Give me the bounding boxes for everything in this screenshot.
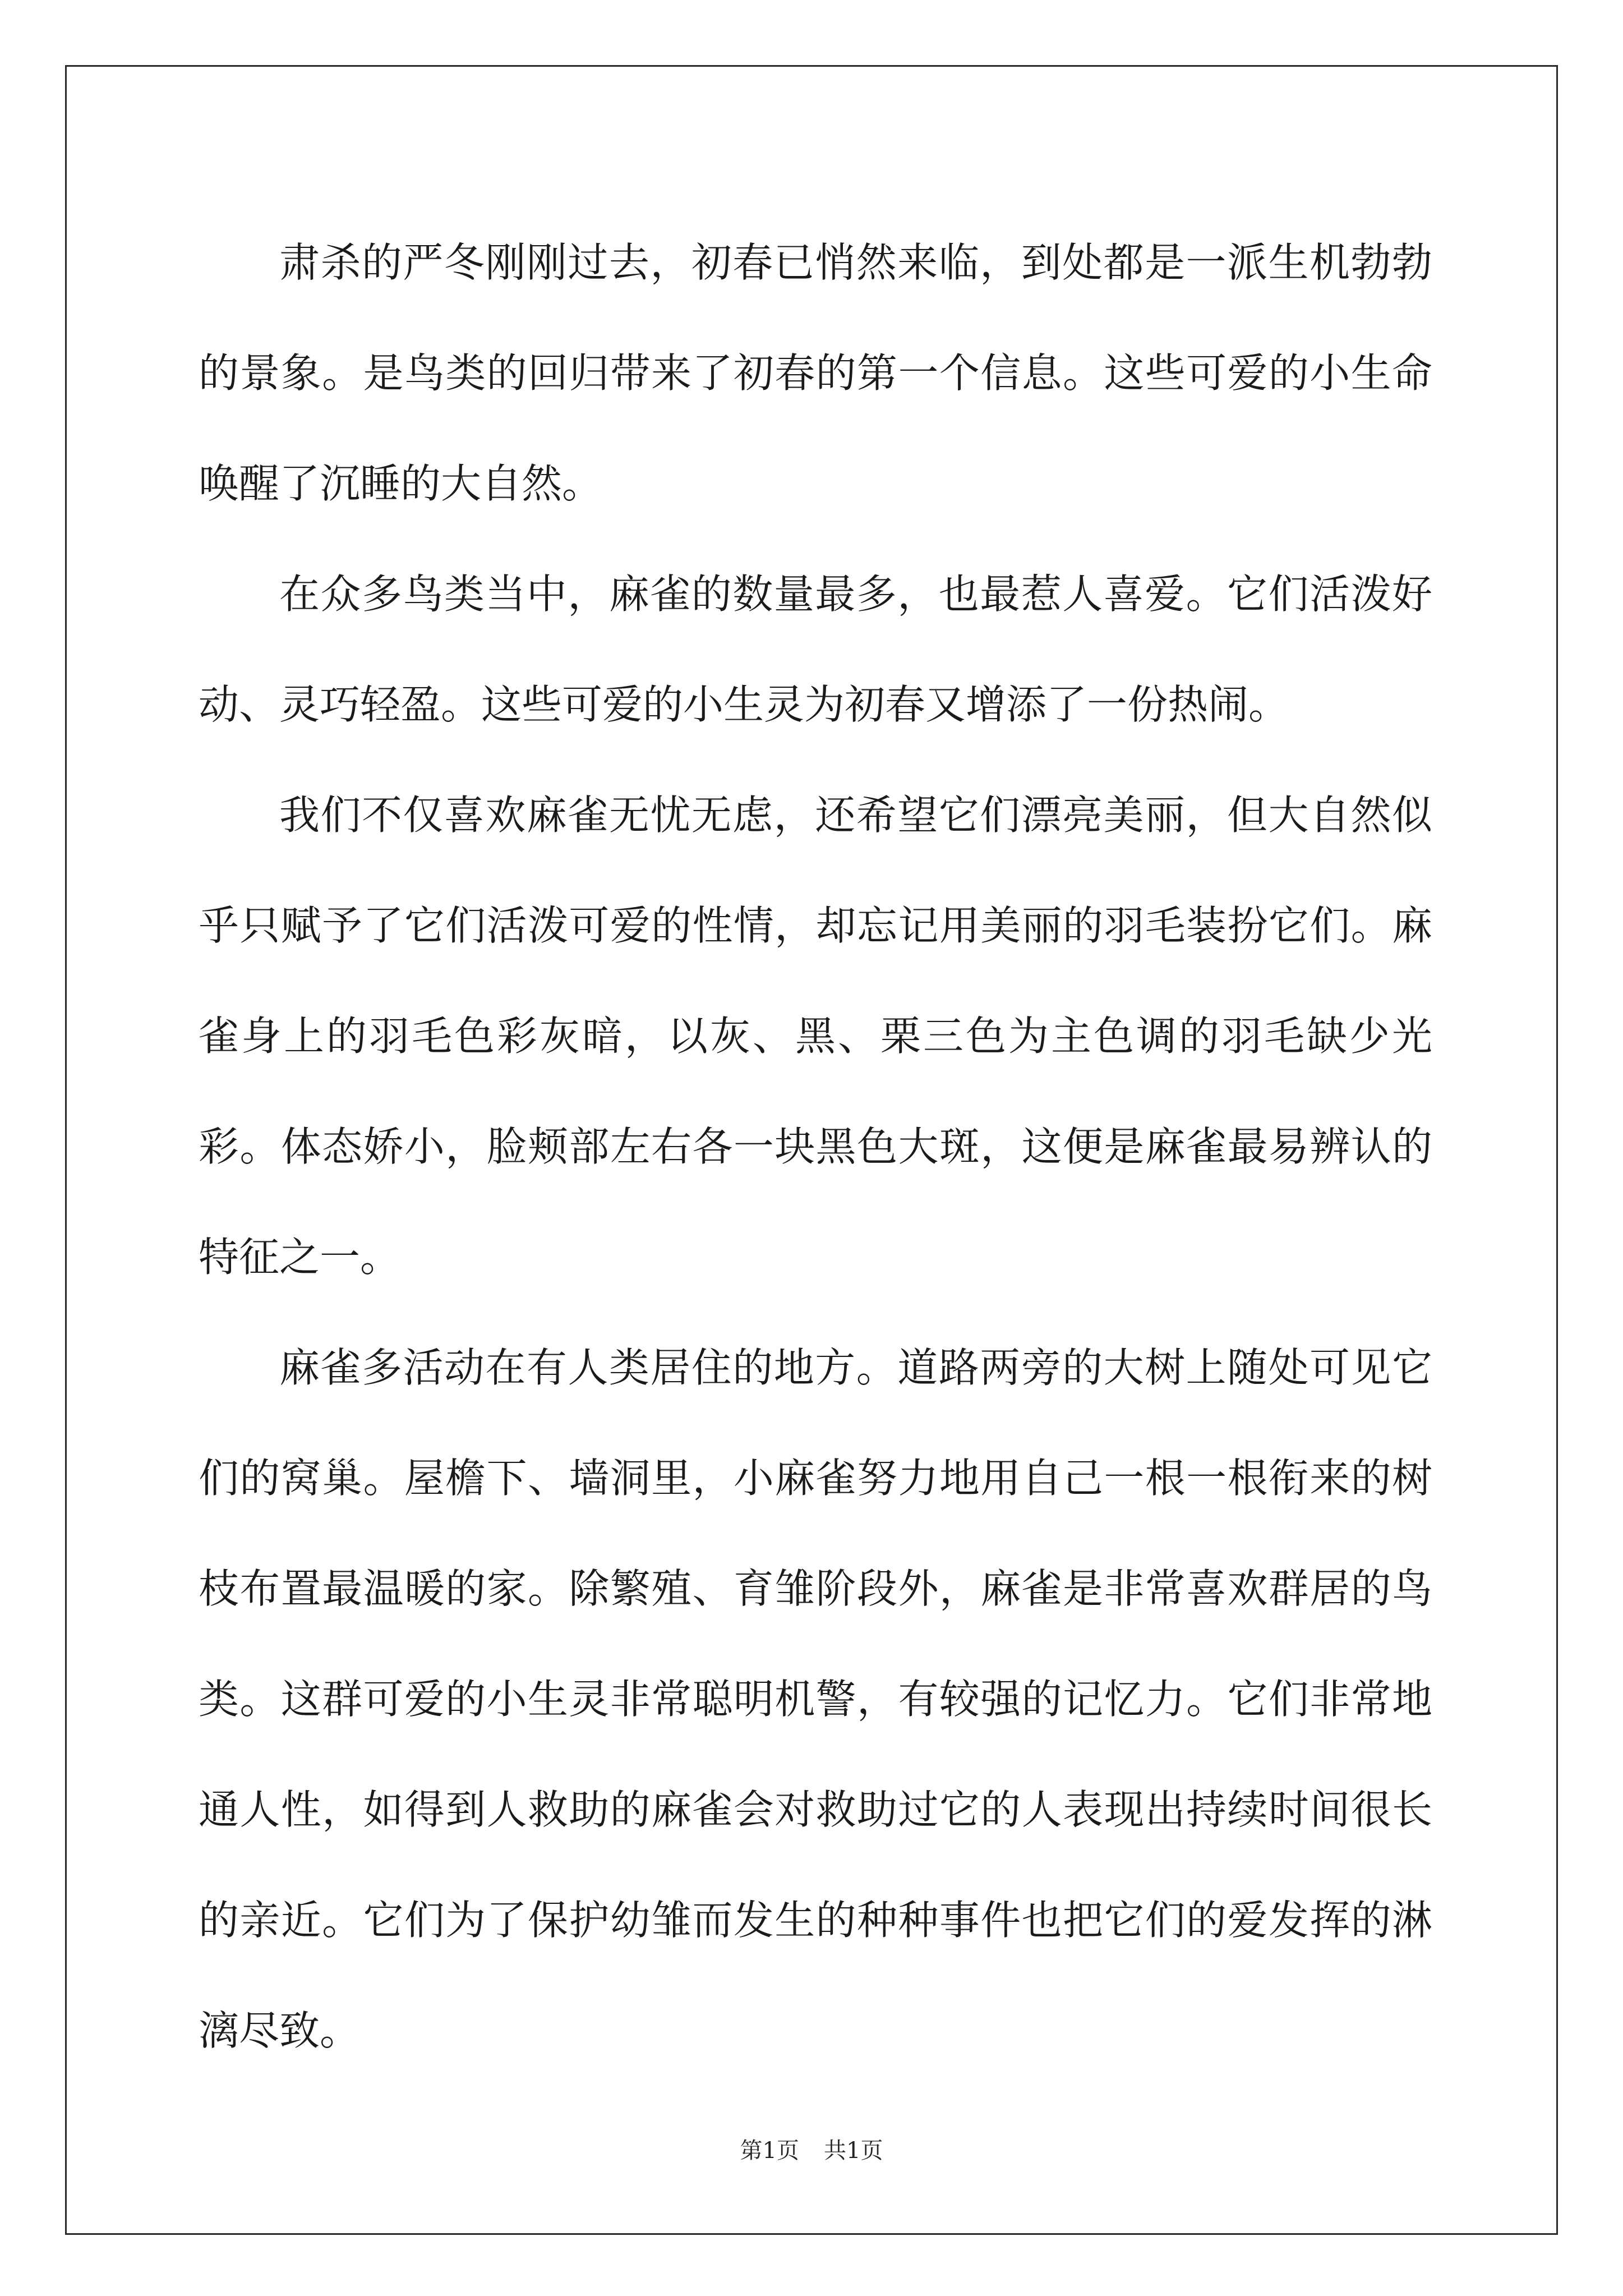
page-number: 第1页 bbox=[740, 2138, 799, 2164]
paragraph-4: 麻雀多活动在有人类居住的地方。道路两旁的大树上随处可见它们的窝巢。屋檐下、墙洞里，小麻雀努力地用自己一根一根衔来的树枝布置最温暖的家。除繁殖、育雏阶段外，麻雀是非常喜欢群居的鸟类。这群可爱的小生灵非常聪明机警，有较强的记忆力。它们非常地通人性，如得到人救助的麻雀会对救助过它的人表现出持续时间很长的亲近。它们为了保护幼雏而发生的种种事件也把它们的爱发挥的淋漓尽致。 bbox=[199, 1344, 1432, 2054]
document-body bbox=[199, 208, 1432, 2086]
page-footer bbox=[0, 2133, 1623, 2165]
paragraph-1: 肃杀的严冬刚刚过去，初春已悄然来临，到处都是一派生机勃勃的景象。是鸟类的回归带来了初春的第一个信息。这些可爱的小生命唤醒了沉睡的大自然。 bbox=[199, 239, 1432, 507]
paragraph-2: 在众多鸟类当中，麻雀的数量最多，也最惹人喜爱。它们活泼好动、灵巧轻盈。这些可爱的小生灵为初春又增添了一份热闹。 bbox=[199, 570, 1432, 728]
page-total: 共1页 bbox=[824, 2138, 883, 2164]
paragraph-3: 我们不仅喜欢麻雀无忧无虑，还希望它们漂亮美丽，但大自然似乎只赋予了它们活泼可爱的性情，却忘记用美丽的羽毛装扮它们。麻雀身上的羽毛色彩灰暗，以灰、黑、栗三色为主色调的羽毛缺少光彩。体态娇小，脸颊部左右各一块黑色大斑，这便是麻雀最易辨认的特征之一。 bbox=[199, 792, 1432, 1281]
